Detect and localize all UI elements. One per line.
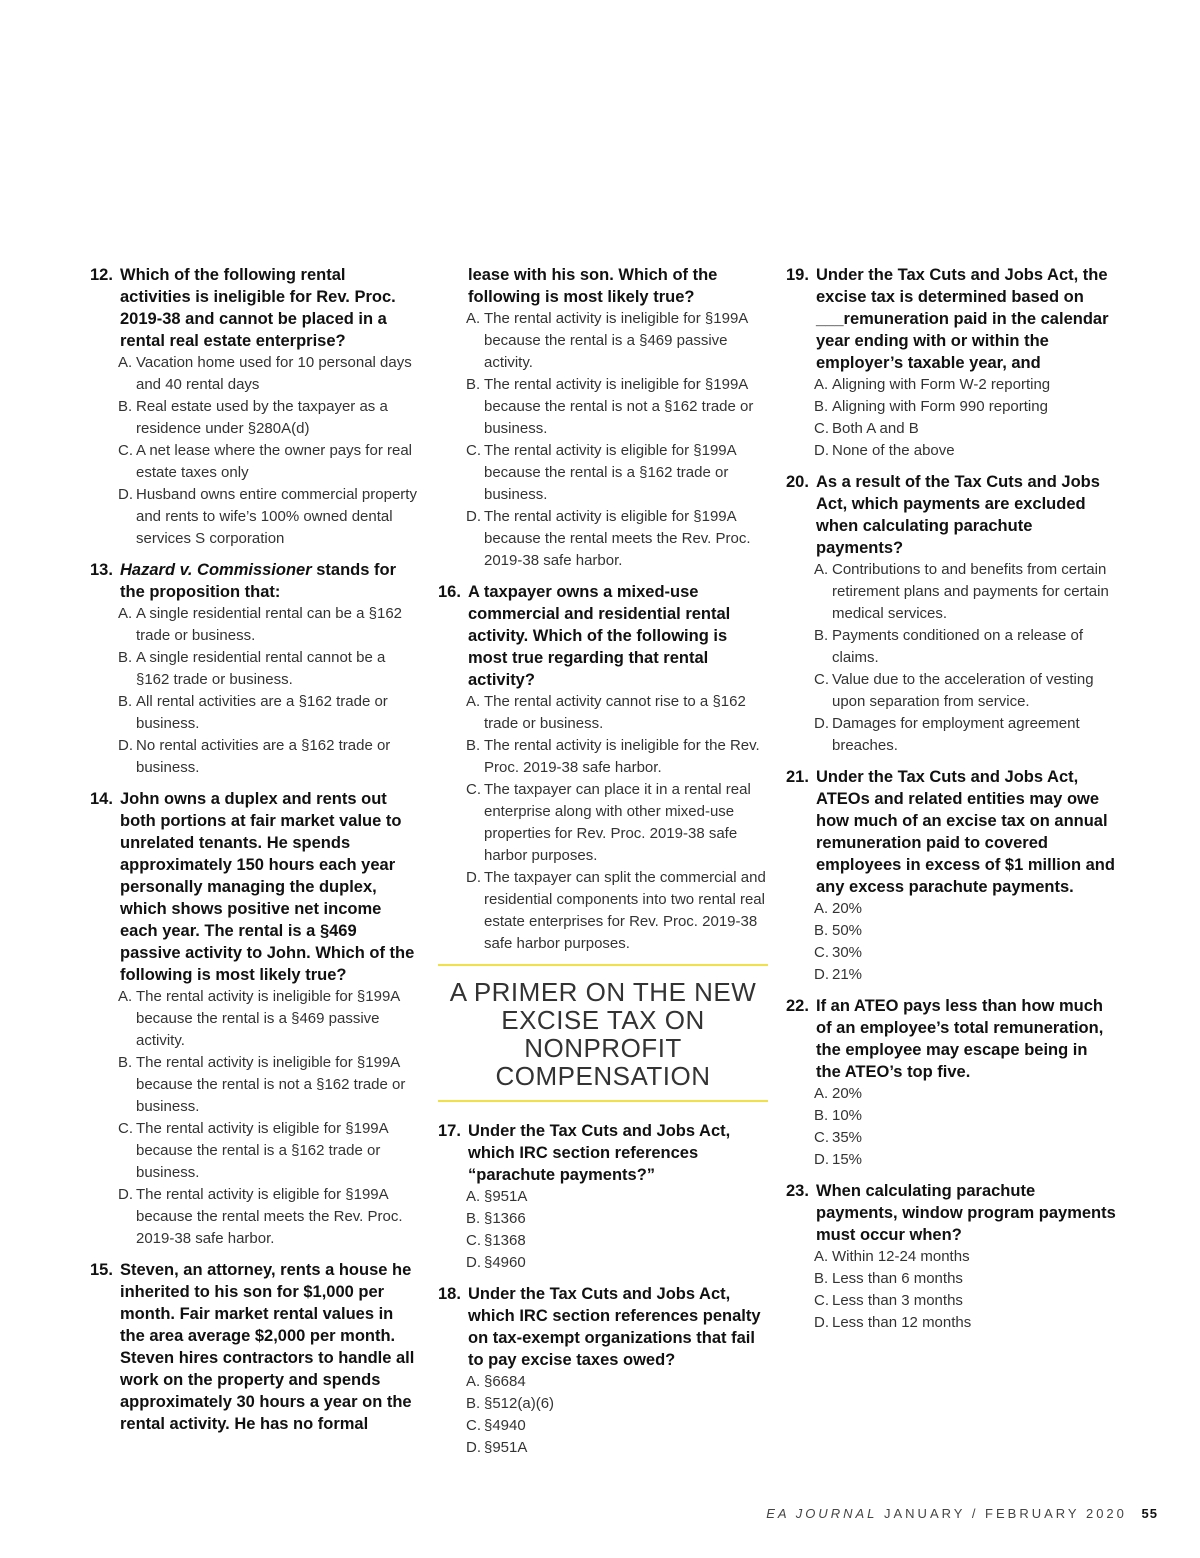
- option-letter: B.: [466, 376, 481, 393]
- question-number: 22.: [786, 997, 809, 1015]
- question-number: 15.: [90, 1261, 113, 1279]
- option-text: A net lease where the owner pays for real estate taxes only: [136, 442, 412, 481]
- question-stem: stands for the proposition that:: [120, 561, 397, 601]
- option-text: 10%: [832, 1107, 863, 1124]
- page-footer: [458, 1506, 1158, 1521]
- page-number: 55: [1141, 1506, 1158, 1521]
- option-letter: A.: [118, 988, 133, 1005]
- option-text: §512(a)(6): [484, 1395, 555, 1412]
- question-20: [786, 471, 1116, 757]
- question-stem: Under the Tax Cuts and Jobs Act, which IRC section references “parachute payments?”: [468, 1122, 731, 1184]
- option-letter: D.: [814, 966, 829, 983]
- option-letter: C.: [814, 420, 829, 437]
- option-text: The rental activity is eligible for §199A because the rental is a §162 trade or business.: [136, 1120, 388, 1181]
- option-text: §1368: [484, 1232, 526, 1249]
- question-text: [786, 995, 1116, 1083]
- option-text: Damages for employment agreement breaches.: [832, 715, 1080, 754]
- section-heading: [438, 964, 768, 1102]
- question-text: lease with his son. Which of the following is most likely true?: [468, 266, 718, 306]
- option-text: None of the above: [832, 442, 955, 459]
- option-text: All rental activities are a §162 trade or business.: [136, 693, 388, 732]
- answer-option: [814, 1127, 1116, 1149]
- option-text: Husband owns entire commercial property and rents to wife’s 100% owned dental services S corporation: [136, 486, 417, 547]
- answer-options: [786, 559, 1116, 757]
- answer-option: [814, 440, 1116, 462]
- answer-option: [814, 625, 1116, 669]
- option-letter: D.: [814, 1314, 829, 1331]
- option-letter: A.: [466, 1373, 481, 1390]
- question-text: [90, 264, 420, 352]
- question-text: [786, 1180, 1116, 1246]
- answer-option: [118, 1052, 420, 1118]
- question-number: 12.: [90, 266, 113, 284]
- option-text: The rental activity cannot rise to a §162 trade or business.: [484, 693, 746, 732]
- column-left: [90, 264, 420, 1444]
- option-letter: D.: [814, 442, 829, 459]
- case-name: Hazard v. Commissioner: [120, 561, 312, 579]
- option-text: A single residential rental cannot be a §162 trade or business.: [136, 649, 386, 688]
- column-right: [786, 264, 1116, 1343]
- answer-options: [90, 603, 420, 779]
- section-heading-line: EXCISE TAX ON NONPROFIT: [501, 1005, 705, 1063]
- question-23: [786, 1180, 1116, 1334]
- option-letter: B.: [814, 922, 829, 939]
- option-text: The rental activity is eligible for §199A because the rental meets the Rev. Proc. 2019-38 safe harbor.: [484, 508, 751, 569]
- option-text: No rental activities are a §162 trade or business.: [136, 737, 391, 776]
- answer-option: [466, 735, 768, 779]
- option-text: The taxpayer can split the commercial and residential components into two rental real estate enterprises for Rev. Proc. 2019-38 safe harbor purposes.: [484, 869, 766, 952]
- option-text: The taxpayer can place it in a rental real enterprise along with other mixed-use properties for Rev. Proc. 2019-38 safe harbor purposes.: [484, 781, 751, 864]
- option-text: §951A: [484, 1439, 528, 1456]
- option-text: Less than 12 months: [832, 1314, 972, 1331]
- option-letter: C.: [814, 944, 829, 961]
- answer-options: [438, 691, 768, 955]
- question-13: [90, 559, 420, 779]
- answer-options: [438, 1371, 768, 1459]
- option-letter: A.: [466, 693, 481, 710]
- answer-option: [814, 920, 1116, 942]
- option-letter: A.: [814, 900, 829, 917]
- option-letter: A.: [466, 1188, 481, 1205]
- option-text: 30%: [832, 944, 863, 961]
- answer-option: [814, 898, 1116, 920]
- answer-option: [466, 1230, 768, 1252]
- question-number: 16.: [438, 583, 461, 601]
- question-stem: Under the Tax Cuts and Jobs Act, the excise tax is determined based on ___remuneration paid in the calendar year ending with or within the employer’s taxable year, and: [816, 266, 1109, 372]
- option-text: The rental activity is ineligible for §199A because the rental is not a §162 trade or business.: [484, 376, 754, 437]
- option-text: The rental activity is ineligible for §199A because the rental is not a §162 trade or business.: [136, 1054, 406, 1115]
- option-text: Less than 3 months: [832, 1292, 963, 1309]
- option-text: 20%: [832, 900, 863, 917]
- answer-option: [466, 1437, 768, 1459]
- option-text: §4940: [484, 1417, 526, 1434]
- answer-option: [466, 691, 768, 735]
- question-stem: Under the Tax Cuts and Jobs Act, ATEOs and related entities may owe how much of an excise tax on annual remuneration paid to covered employees in excess of $1 million and any excess parachute payments.: [816, 768, 1115, 896]
- answer-option: [466, 440, 768, 506]
- answer-options: [90, 986, 420, 1250]
- answer-option: [814, 1290, 1116, 1312]
- option-letter: C.: [814, 1129, 829, 1146]
- answer-options: [786, 1083, 1116, 1171]
- option-letter: B.: [118, 1054, 133, 1071]
- option-text: §1366: [484, 1210, 526, 1227]
- option-text: The rental activity is eligible for §199A because the rental is a §162 trade or business.: [484, 442, 736, 503]
- answer-option: [466, 506, 768, 572]
- section-heading-line: A PRIMER ON THE NEW: [449, 977, 757, 1007]
- option-letter: D.: [466, 1439, 481, 1456]
- option-letter: A.: [814, 1248, 829, 1265]
- option-text: Aligning with Form W-2 reporting: [832, 376, 1051, 393]
- option-text: 15%: [832, 1151, 863, 1168]
- option-text: §4960: [484, 1254, 526, 1271]
- answer-option: [466, 779, 768, 867]
- option-text: §6684: [484, 1373, 526, 1390]
- answer-option: [814, 1268, 1116, 1290]
- option-letter: B.: [814, 398, 829, 415]
- option-letter: B.: [118, 398, 133, 415]
- answer-options: [786, 898, 1116, 986]
- answer-options: [438, 1186, 768, 1274]
- question-12: [90, 264, 420, 550]
- question-22: [786, 995, 1116, 1171]
- answer-option: [466, 1415, 768, 1437]
- option-text: The rental activity is ineligible for §199A because the rental is a §469 passive activity.: [484, 310, 748, 371]
- answer-option: [118, 440, 420, 484]
- option-letter: B.: [814, 1107, 829, 1124]
- question-19: [786, 264, 1116, 462]
- option-text: 50%: [832, 922, 863, 939]
- question-stem: When calculating parachute payments, window program payments must occur when?: [816, 1182, 1116, 1244]
- answer-options: [90, 352, 420, 550]
- question-text: [438, 1120, 768, 1186]
- option-text: Contributions to and benefits from certain retirement plans and payments for certain medical services.: [832, 561, 1109, 622]
- option-letter: C.: [466, 781, 481, 798]
- answer-option: [466, 1208, 768, 1230]
- option-letter: D.: [466, 869, 481, 886]
- answer-option: [814, 1083, 1116, 1105]
- option-letter: A.: [814, 1085, 829, 1102]
- option-text: Within 12-24 months: [832, 1248, 970, 1265]
- answer-option: [814, 374, 1116, 396]
- answer-option: [814, 942, 1116, 964]
- answer-option: [814, 1312, 1116, 1334]
- section-heading-line: COMPENSATION: [495, 1061, 711, 1091]
- answer-option: [814, 669, 1116, 713]
- option-text: 35%: [832, 1129, 863, 1146]
- question-stem: Under the Tax Cuts and Jobs Act, which IRC section references penalty on tax-exempt organizations that fail to pay excise taxes owed?: [468, 1285, 761, 1369]
- option-letter: A.: [118, 354, 133, 371]
- question-number: 18.: [438, 1285, 461, 1303]
- issue-date: JANUARY / FEBRUARY 2020: [884, 1506, 1127, 1521]
- answer-option: [814, 964, 1116, 986]
- option-text: Vacation home used for 10 personal days and 40 rental days: [136, 354, 412, 393]
- question-stem: John owns a duplex and rents out both portions at fair market value to unrelated tenants. He spends approximately 150 hours each year personally managing the duplex, which shows positive net income each year. The rental is a §469 passive activity to John. Which of the following is most likely true?: [120, 790, 415, 984]
- option-letter: C.: [814, 1292, 829, 1309]
- answer-option: [118, 986, 420, 1052]
- question-text: [438, 581, 768, 691]
- option-letter: D.: [814, 1151, 829, 1168]
- answer-option: [814, 559, 1116, 625]
- option-letter: B.: [814, 1270, 829, 1287]
- question-21: [786, 766, 1116, 986]
- answer-option: [466, 1371, 768, 1393]
- answer-option: [466, 1393, 768, 1415]
- option-letter: D.: [118, 486, 133, 503]
- option-letter: A.: [466, 310, 481, 327]
- answer-option: [814, 1246, 1116, 1268]
- question-text: [786, 264, 1116, 374]
- journal-name: EA JOURNAL: [766, 1506, 878, 1521]
- answer-option: [814, 1149, 1116, 1171]
- question-text: [90, 1259, 420, 1435]
- option-letter: B.: [118, 693, 133, 710]
- option-letter: A.: [814, 561, 829, 578]
- option-letter: D.: [466, 1254, 481, 1271]
- question-number: 20.: [786, 473, 809, 491]
- answer-option: [118, 1184, 420, 1250]
- option-text: Value due to the acceleration of vesting upon separation from service.: [832, 671, 1094, 710]
- option-letter: D.: [118, 1186, 133, 1203]
- option-letter: D.: [466, 508, 481, 525]
- question-text: [786, 766, 1116, 898]
- option-letter: C.: [466, 442, 481, 459]
- option-letter: C.: [466, 1232, 481, 1249]
- answer-option: [814, 418, 1116, 440]
- answer-option: [118, 735, 420, 779]
- option-letter: A.: [118, 605, 133, 622]
- answer-option: [814, 1105, 1116, 1127]
- option-text: The rental activity is eligible for §199A because the rental meets the Rev. Proc. 2019-38 safe harbor.: [136, 1186, 403, 1247]
- answer-option: [466, 867, 768, 955]
- question-stem: Steven, an attorney, rents a house he inherited to his son for $1,000 per month. Fair market rental values in the area average $2,000 per month. Steven hires contractors to handle all work on the property and spends approximately 30 hours a year on the rental activity. He has no formal: [120, 1261, 415, 1433]
- answer-option: [118, 1118, 420, 1184]
- question-15-continued: [438, 264, 768, 572]
- question-stem: A taxpayer owns a mixed-use commercial and residential rental activity. Which of the following is most true regarding that rental activity?: [468, 583, 731, 689]
- question-number: 23.: [786, 1182, 809, 1200]
- answer-option: [118, 691, 420, 735]
- question-18: [438, 1283, 768, 1459]
- answer-option: [466, 1186, 768, 1208]
- question-text: [786, 471, 1116, 559]
- option-text: A single residential rental can be a §162 trade or business.: [136, 605, 403, 644]
- question-number: 21.: [786, 768, 809, 786]
- option-letter: B.: [814, 627, 829, 644]
- question-text: [90, 788, 420, 986]
- answer-option: [814, 713, 1116, 757]
- option-text: 21%: [832, 966, 863, 983]
- answer-options: [786, 1246, 1116, 1334]
- answer-option: [118, 603, 420, 647]
- option-text: Payments conditioned on a release of claims.: [832, 627, 1083, 666]
- question-17: [438, 1120, 768, 1274]
- option-text: Real estate used by the taxpayer as a residence under §280A(d): [136, 398, 388, 437]
- option-letter: D.: [814, 715, 829, 732]
- option-text: Aligning with Form 990 reporting: [832, 398, 1048, 415]
- question-14: [90, 788, 420, 1250]
- option-letter: C.: [814, 671, 829, 688]
- question-text: [438, 1283, 768, 1371]
- question-number: 14.: [90, 790, 113, 808]
- option-letter: C.: [466, 1417, 481, 1434]
- question-number: 17.: [438, 1122, 461, 1140]
- column-middle: [438, 264, 768, 1468]
- option-text: Less than 6 months: [832, 1270, 963, 1287]
- option-letter: A.: [814, 376, 829, 393]
- answer-option: [466, 374, 768, 440]
- question-number: 19.: [786, 266, 809, 284]
- option-letter: D.: [118, 737, 133, 754]
- answer-option: [118, 647, 420, 691]
- answer-option: [814, 396, 1116, 418]
- question-text: [90, 559, 420, 603]
- answer-option: [466, 308, 768, 374]
- option-letter: B.: [466, 1210, 481, 1227]
- option-letter: B.: [466, 737, 481, 754]
- option-text: The rental activity is ineligible for §199A because the rental is a §469 passive activity.: [136, 988, 400, 1049]
- question-stem: If an ATEO pays less than how much of an employee’s total remuneration, the employee may escape being in the ATEO’s top five.: [816, 997, 1104, 1081]
- answer-options: [438, 308, 768, 572]
- answer-option: [118, 484, 420, 550]
- answer-option: [118, 352, 420, 396]
- option-text: 20%: [832, 1085, 863, 1102]
- question-stem: Which of the following rental activities is ineligible for Rev. Proc. 2019-38 and cannot be placed in a rental real estate enterprise?: [120, 266, 396, 350]
- answer-option: [118, 396, 420, 440]
- option-letter: C.: [118, 1120, 133, 1137]
- question-16: [438, 581, 768, 955]
- option-letter: B.: [118, 649, 133, 666]
- answer-options: [786, 374, 1116, 462]
- option-text: The rental activity is ineligible for the Rev. Proc. 2019-38 safe harbor.: [484, 737, 760, 776]
- answer-option: [466, 1252, 768, 1274]
- option-text: §951A: [484, 1188, 528, 1205]
- question-number: 13.: [90, 561, 113, 579]
- question-15: [90, 1259, 420, 1435]
- option-letter: C.: [118, 442, 133, 459]
- option-letter: B.: [466, 1395, 481, 1412]
- question-stem: As a result of the Tax Cuts and Jobs Act, which payments are excluded when calculating parachute payments?: [816, 473, 1100, 557]
- option-text: Both A and B: [832, 420, 919, 437]
